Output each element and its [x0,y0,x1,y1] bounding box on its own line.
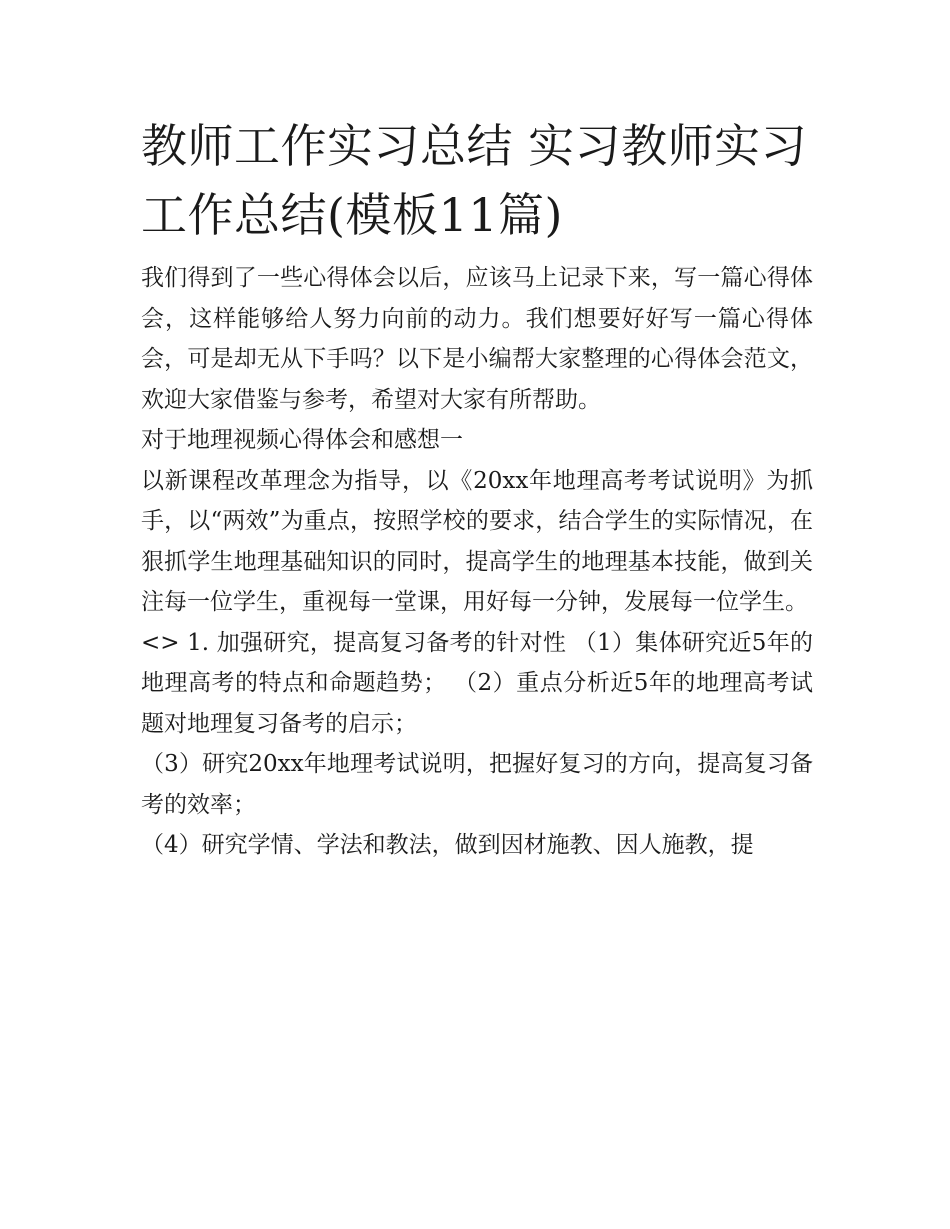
intro-paragraph: 我们得到了一些心得体会以后，应该马上记录下来，写一篇心得体会，这样能够给人努力向前的动力。我们想要好好写一篇心得体会，可是却无从下手吗？以下是小编帮大家整理的心得体会范文，欢迎大家借鉴与参考，希望对大家有所帮助。 [141,265,813,413]
research-item-3: （3）研究20xx年地理考试说明，把握好复习的方向，提高复习备考的效率； [141,751,813,818]
document-title: 教师工作实习总结 实习教师实习工作总结(模板11篇) [141,119,808,242]
document-body [141,112,813,866]
guideline-paragraph: 以新课程改革理念为指导，以《20xx年地理高考考试说明》为抓手，以“两效”为重点，按照学校的要求，结合学生的实际情况，在狠抓学生地理基础知识的同时，提高学生的地理基本技能，做到关注每一位学生，重视每一堂课，用好每一分钟，发展每一位学生。 [141,467,813,615]
research-item-1-2: <> 1. 加强研究，提高复习备考的针对性 （1）集体研究近5年的地理高考的特点和命题趋势； （2）重点分析近5年的地理高考试题对地理复习备考的启示； [141,629,813,737]
research-item-4: （4）研究学情、学法和教法，做到因材施教、因人施教，提 [141,832,754,858]
section-heading: 对于地理视频心得体会和感想一 [141,427,463,453]
